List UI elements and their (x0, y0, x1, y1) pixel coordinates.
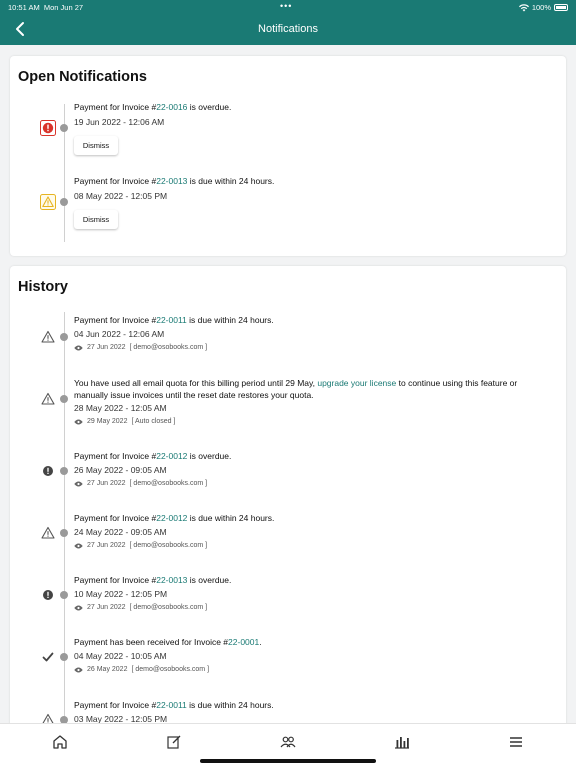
menu-icon[interactable] (507, 733, 525, 751)
timeline-dot (60, 333, 68, 341)
invoice-link[interactable]: 22-0011 (156, 700, 187, 710)
notification-message: Payment for Invoice #22-0012 is due within 24 hours. (74, 513, 275, 523)
invoice-link[interactable]: 22-0013 (156, 176, 188, 186)
eye-icon (74, 543, 83, 549)
warning-icon (40, 525, 56, 541)
users-icon[interactable] (279, 733, 297, 751)
notification-timestamp: 04 May 2022 - 10:05 AM (74, 651, 167, 661)
open-notifications-heading: Open Notifications (18, 69, 147, 85)
eye-icon (74, 667, 83, 673)
seen-info: 29 May 2022 [ Auto closed ] (74, 418, 175, 425)
notification-message: Payment for Invoice #22-0013 is overdue. (74, 575, 232, 585)
timeline-dot (60, 716, 68, 723)
home-indicator[interactable] (200, 759, 376, 763)
notification-message: Payment for Invoice #22-0016 is overdue. (74, 102, 232, 112)
overdue-alert-icon (40, 120, 56, 136)
warning-icon (40, 391, 56, 407)
invoice-link[interactable]: 22-0013 (156, 575, 188, 585)
overdue-alert-icon (40, 587, 56, 603)
nav-bar (0, 14, 576, 45)
eye-icon (74, 345, 83, 351)
bar-chart-icon[interactable] (393, 733, 411, 751)
notification-timestamp: 26 May 2022 - 09:05 AM (74, 465, 167, 475)
warning-icon (40, 329, 56, 345)
timeline-line (64, 312, 65, 723)
history-heading: History (18, 279, 68, 295)
edit-icon[interactable] (165, 733, 183, 751)
eye-icon (74, 419, 83, 425)
home-icon[interactable] (51, 733, 69, 751)
invoice-link[interactable]: 22-0001 (228, 637, 260, 647)
notification-message: Payment for Invoice #22-0011 is due within 24 hours. (74, 315, 274, 325)
wifi-icon (519, 4, 529, 12)
notification-message: Payment for Invoice #22-0012 is overdue. (74, 451, 232, 461)
dismiss-button[interactable]: Dismiss (74, 210, 118, 229)
notification-message: Payment has been received for Invoice #22-0001. (74, 637, 262, 647)
notification-message: You have used all email quota for this billing period until 29 May, upgrade your license to continue using this feature or manually issue invoices until the reset date restores your quota. (74, 378, 518, 400)
timeline-dot (60, 198, 68, 206)
timeline-dot (60, 467, 68, 475)
notification-timestamp: 04 Jun 2022 - 12:06 AM (74, 329, 165, 339)
seen-info: 26 May 2022 [ demo@osobooks.com ] (74, 666, 209, 673)
warning-icon (40, 712, 56, 723)
notification-timestamp: 03 May 2022 - 12:05 PM (74, 714, 168, 723)
notification-timestamp: 19 Jun 2022 - 12:06 AM (74, 117, 165, 127)
eye-icon (74, 605, 83, 611)
overdue-alert-icon (40, 463, 56, 479)
timeline-dot (60, 395, 68, 403)
upgrade-license-link[interactable]: upgrade your license (317, 378, 397, 388)
notification-timestamp: 24 May 2022 - 09:05 AM (74, 527, 167, 537)
seen-info: 27 Jun 2022 [ demo@osobooks.com ] (74, 542, 207, 549)
notification-message: Payment for Invoice #22-0013 is due within 24 hours. (74, 176, 275, 186)
checkmark-icon (40, 649, 56, 665)
battery-level: 100% (531, 3, 551, 12)
invoice-link[interactable]: 22-0011 (156, 315, 187, 325)
seen-info: 27 Jun 2022 [ demo@osobooks.com ] (74, 344, 207, 351)
page-title: Notifications (258, 23, 318, 35)
notification-timestamp: 10 May 2022 - 12:05 PM (74, 589, 168, 599)
status-bar (0, 0, 576, 14)
notification-message: Payment for Invoice #22-0011 is due within 24 hours. (74, 700, 274, 710)
battery-icon (554, 4, 568, 11)
eye-icon (74, 481, 83, 487)
open-notifications-card (10, 56, 566, 256)
seen-info: 27 Jun 2022 [ demo@osobooks.com ] (74, 480, 207, 487)
multitask-dots-icon[interactable]: ••• (280, 1, 293, 11)
timeline-dot (60, 653, 68, 661)
timeline-dot (60, 591, 68, 599)
timeline-dot (60, 529, 68, 537)
timeline-dot (60, 124, 68, 132)
notifications-scroll[interactable] (0, 45, 576, 723)
dismiss-button[interactable]: Dismiss (74, 136, 118, 155)
notification-timestamp: 28 May 2022 - 12:05 AM (74, 403, 167, 413)
notification-timestamp: 08 May 2022 - 12:05 PM (74, 191, 168, 201)
status-time: 10:51 AM Mon Jun 27 (8, 3, 84, 12)
warning-icon (40, 194, 56, 210)
status-right (519, 3, 568, 12)
invoice-link[interactable]: 22-0012 (156, 451, 188, 461)
invoice-link[interactable]: 22-0016 (156, 102, 188, 112)
history-card (10, 266, 566, 723)
invoice-link[interactable]: 22-0012 (156, 513, 188, 523)
seen-info: 27 Jun 2022 [ demo@osobooks.com ] (74, 604, 207, 611)
